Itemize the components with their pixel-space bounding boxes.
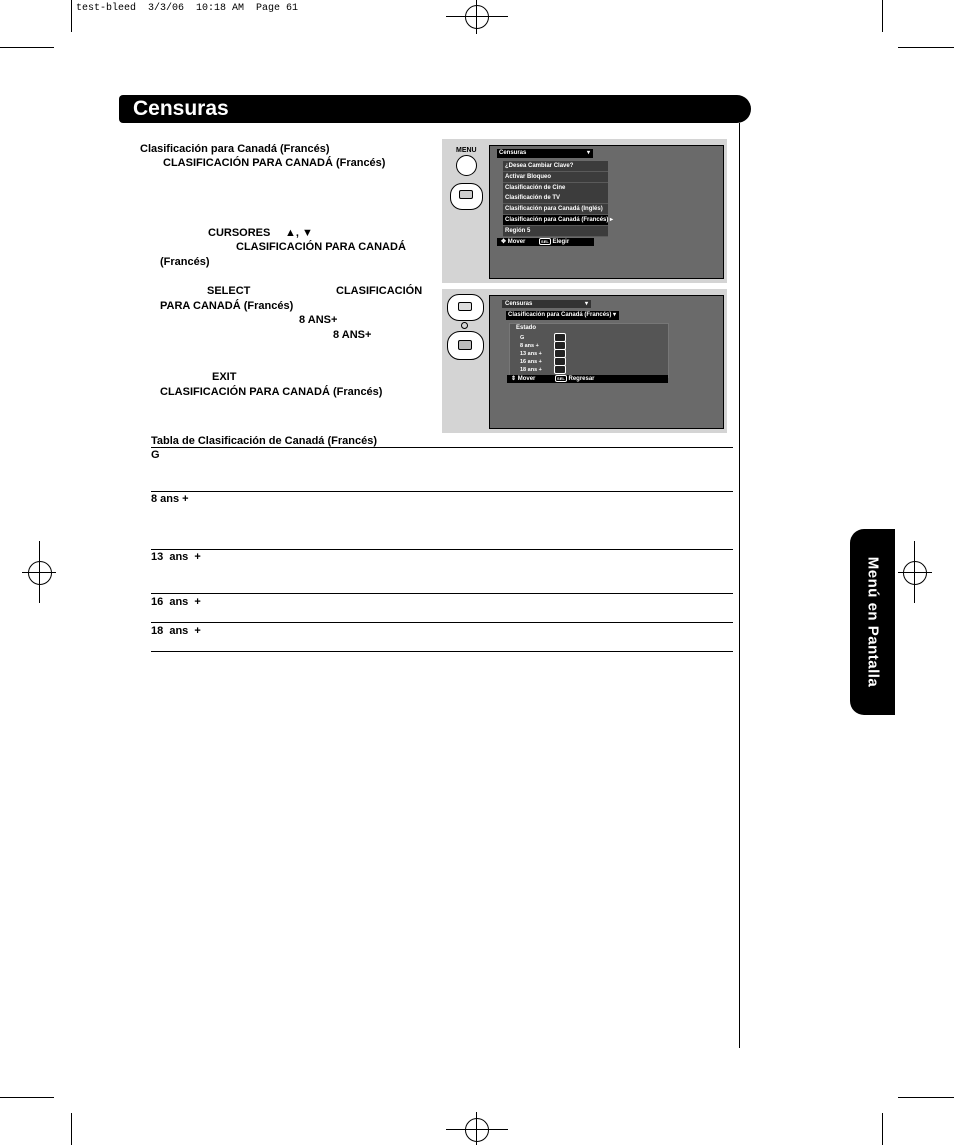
registration-line [446, 16, 508, 17]
crop-mark [882, 0, 883, 32]
crop-mark [898, 1097, 954, 1098]
osd-menu-item[interactable]: Clasificación de TV [503, 193, 608, 204]
table-rule [151, 622, 733, 623]
osd-panel-2 [442, 289, 727, 433]
chevron-down-icon: ▾ [612, 312, 616, 318]
select-button-icon [459, 190, 473, 199]
side-tab-label: Menú en Pantalla [864, 556, 881, 688]
crop-mark [0, 1097, 54, 1098]
rating-label: 8 ans + [520, 342, 539, 349]
ratings-box [509, 323, 669, 378]
rating-label: 18 ans + [520, 366, 542, 373]
crop-mark [71, 1113, 72, 1145]
rating-label: G [520, 334, 525, 341]
registration-line [446, 1129, 508, 1130]
osd-menu-item[interactable]: ¿Desea Cambiar Clave? [503, 161, 608, 172]
table-row-label: 18 ans + [151, 625, 201, 637]
instruction-text: PARA CANADÁ (Francés) [160, 300, 294, 312]
instruction-text: 8 ANS+ [333, 329, 372, 341]
lock-icon [554, 365, 566, 374]
registration-line [898, 572, 932, 573]
osd2-subheader [506, 311, 619, 320]
rating-row[interactable] [520, 333, 580, 341]
tv-screen-2 [489, 295, 724, 429]
print-header: test-bleed 3/3/06 10:18 AM Page 61 [76, 3, 299, 14]
instruction-text: CLASIFICACIÓN PARA CANADÁ (Francés) [163, 157, 386, 169]
select-button-icon [458, 340, 472, 350]
rating-row[interactable] [520, 341, 580, 349]
sel-button-icon: SEL [557, 376, 565, 381]
table-rule [151, 549, 733, 550]
instruction-text: CLASIFICACIÓN PARA CANADÁ [236, 241, 406, 253]
table-title: Tabla de Clasificación de Canadá (Francés) [151, 435, 377, 447]
registration-mark-top [465, 5, 489, 29]
rating-row[interactable] [520, 357, 580, 365]
section-heading: Clasificación para Canadá (Francés) [140, 143, 330, 155]
page-title-bar [119, 95, 751, 123]
registration-line [39, 541, 40, 603]
table-row-label: G [151, 449, 160, 461]
osd-menu-item[interactable]: Clasificación de Cine [503, 183, 608, 194]
instruction-arrows: ▲, ▼ [285, 227, 313, 239]
osd2-footer [507, 375, 668, 383]
osd1-footer [497, 238, 594, 246]
table-row-label: 8 ans + [151, 493, 189, 505]
remote-menu-label: MENU [456, 147, 477, 154]
exit-inner-icon [458, 302, 472, 311]
page-divider-line [739, 123, 740, 1048]
section-side-tab [850, 529, 895, 715]
registration-mark-right [903, 561, 927, 585]
footer-move-label: Mover [507, 239, 526, 245]
rating-label: 13 ans + [520, 350, 542, 357]
footer-back-label: Regresar [568, 376, 595, 382]
chevron-down-icon: ▾ [586, 150, 590, 156]
osd-menu-item[interactable]: Clasificación para Canadá (Inglés) [503, 204, 608, 215]
osd-panel-1 [442, 139, 727, 283]
menu-button-icon [456, 155, 477, 176]
osd1-header-label: Censuras [499, 150, 527, 156]
table-row-label: 16 ans + [151, 596, 201, 608]
instruction-text: 8 ANS+ [299, 314, 338, 326]
move-arrows-icon: ✥ [501, 239, 507, 245]
sel-button-icon: SEL [541, 239, 549, 244]
instruction-text: (Francés) [160, 256, 210, 268]
rating-label: 16 ans + [520, 358, 542, 365]
up-down-arrows-icon: ⇕ [511, 376, 517, 382]
instruction-text: EXIT [212, 371, 237, 383]
registration-mark-bottom [465, 1118, 489, 1142]
table-rule [151, 593, 733, 594]
footer-move-label: Mover [517, 376, 536, 382]
rating-row[interactable] [520, 365, 580, 373]
osd1-header [497, 149, 593, 158]
osd2-header [502, 300, 591, 308]
osd-menu-item[interactable]: Región 5 [503, 226, 608, 237]
table-rule [151, 447, 733, 448]
table-rule [151, 491, 733, 492]
crop-mark [898, 47, 954, 48]
instruction-text: SELECT [207, 285, 251, 297]
osd-menu-item[interactable]: Activar Bloqueo [503, 172, 608, 183]
footer-choose-label: Elegir [552, 239, 570, 245]
crop-mark [0, 47, 54, 48]
tv-screen-1 [489, 145, 724, 279]
crop-mark [71, 0, 72, 32]
estado-label: Estado [516, 325, 537, 331]
instruction-text: CLASIFICACIÓN PARA CANADÁ (Francés) [160, 386, 383, 398]
or-divider-icon [461, 322, 468, 329]
registration-line [914, 541, 915, 603]
registration-line [476, 0, 477, 34]
table-rule [151, 651, 733, 652]
page-title: Censuras [133, 97, 229, 120]
osd2-subheader-label: Clasificación para Canadá (Francés) [508, 312, 612, 318]
chevron-down-icon: ▾ [584, 301, 588, 307]
registration-mark-left [28, 561, 52, 585]
instruction-text: CURSORES [208, 227, 271, 239]
osd2-header-label: Censuras [505, 301, 533, 307]
instruction-text: CLASIFICACIÓN [336, 285, 423, 297]
registration-line [476, 1112, 477, 1145]
table-row-label: 13 ans + [151, 551, 201, 563]
crop-mark [882, 1113, 883, 1145]
rating-row[interactable] [520, 349, 580, 357]
osd-menu-item[interactable]: Clasificación para Canadá (Francés) ▸ [503, 215, 608, 226]
